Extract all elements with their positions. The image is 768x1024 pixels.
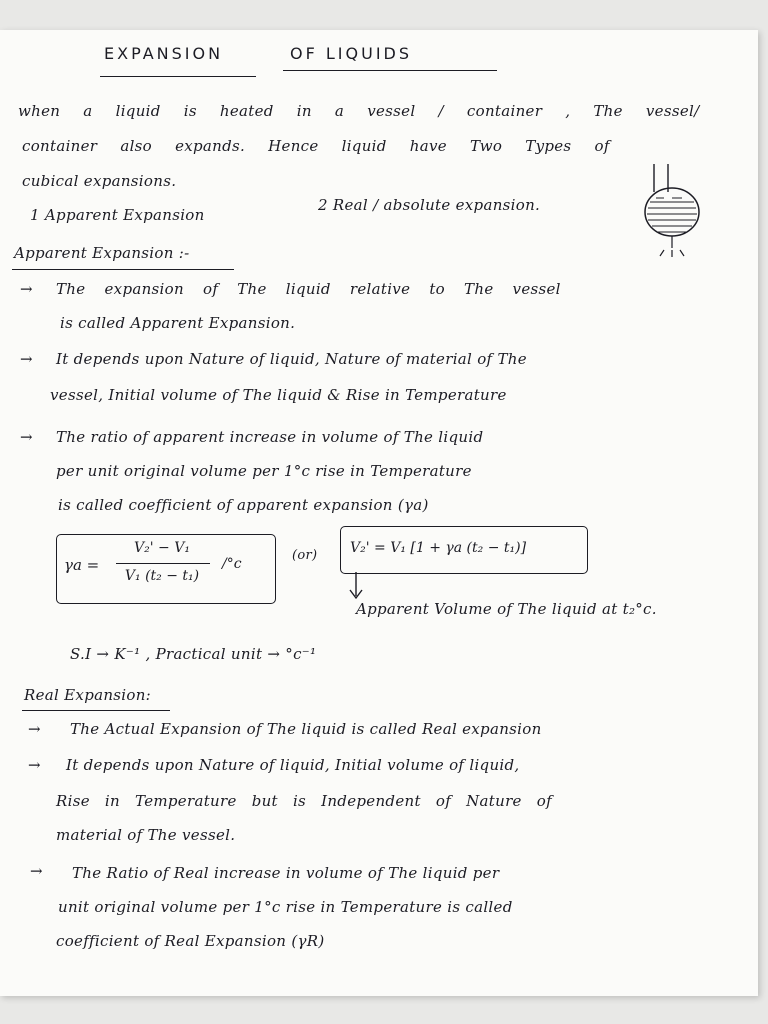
arrow-3: → xyxy=(20,428,33,446)
arrow-4: → xyxy=(28,720,41,738)
apparent-heading-underline xyxy=(12,269,234,270)
type-apparent: 1 Apparent Expansion xyxy=(30,206,205,224)
real-point-3b: unit original volume per 1°c rise in Temperature is called xyxy=(58,898,513,916)
page-title-right: OF LIQUIDS xyxy=(290,44,413,63)
apparent-point-2: It depends upon Nature of liquid, Nature of material of The xyxy=(56,350,527,368)
formula-numerator: V₂' − V₁ xyxy=(134,540,190,556)
real-heading-underline xyxy=(22,710,170,711)
apparent-point-3: The ratio of apparent increase in volume of The liquid xyxy=(56,428,484,446)
page-title-left: EXPANSION xyxy=(104,44,224,63)
formula-lhs: γa = xyxy=(64,556,100,574)
arrow-5: → xyxy=(28,756,41,774)
real-heading: Real Expansion: xyxy=(24,686,152,704)
real-point-2: It depends upon Nature of liquid, Initial volume of liquid, xyxy=(66,756,520,774)
formula-volume: V₂' = V₁ [1 + γa (t₂ − t₁)] xyxy=(350,540,527,556)
real-point-2b: Rise in Temperature but is Independent of Nature of xyxy=(56,792,552,810)
apparent-volume-note: Apparent Volume of The liquid at t₂°c. xyxy=(356,600,657,618)
real-point-3c: coefficient of Real Expansion (γR) xyxy=(56,932,325,950)
title-underline-left xyxy=(100,76,256,77)
arrow-1: → xyxy=(20,280,33,298)
type-real: 2 Real / absolute expansion. xyxy=(318,196,541,214)
real-point-3: The Ratio of Real increase in volume of The liquid per xyxy=(72,864,500,882)
apparent-point-2b: vessel, Initial volume of The liquid & Rise in Temperature xyxy=(50,386,507,404)
or-text: (or) xyxy=(292,548,318,563)
apparent-point-1b: is called Apparent Expansion. xyxy=(60,314,296,332)
intro-line-3: cubical expansions. xyxy=(22,172,177,190)
fraction-bar xyxy=(116,563,210,564)
arrow-6: → xyxy=(30,862,43,880)
notebook-page xyxy=(0,30,758,996)
real-point-2c: material of The vessel. xyxy=(56,826,236,844)
vessel-sketch xyxy=(636,162,706,262)
intro-line-1: when a liquid is heated in a vessel / container , The vessel/ xyxy=(18,102,700,120)
formula-unit: /°c xyxy=(222,556,242,572)
intro-line-2: container also expands. Hence liquid have Two Types of xyxy=(22,137,610,155)
apparent-point-3b: per unit original volume per 1°c rise in Temperature xyxy=(56,462,472,480)
formula-denominator: V₁ (t₂ − t₁) xyxy=(124,568,200,584)
apparent-point-1: The expansion of The liquid relative to The vessel xyxy=(56,280,561,298)
title-underline-right xyxy=(283,70,497,71)
arrow-2: → xyxy=(20,350,33,368)
units-text: S.I → K⁻¹ , Practical unit → °c⁻¹ xyxy=(70,645,317,663)
apparent-point-3c: is called coefficient of apparent expansion (γa) xyxy=(58,496,429,514)
real-point-1: The Actual Expansion of The liquid is called Real expansion xyxy=(70,720,542,738)
down-arrow-icon xyxy=(346,570,366,602)
apparent-heading: Apparent Expansion :- xyxy=(14,244,190,262)
